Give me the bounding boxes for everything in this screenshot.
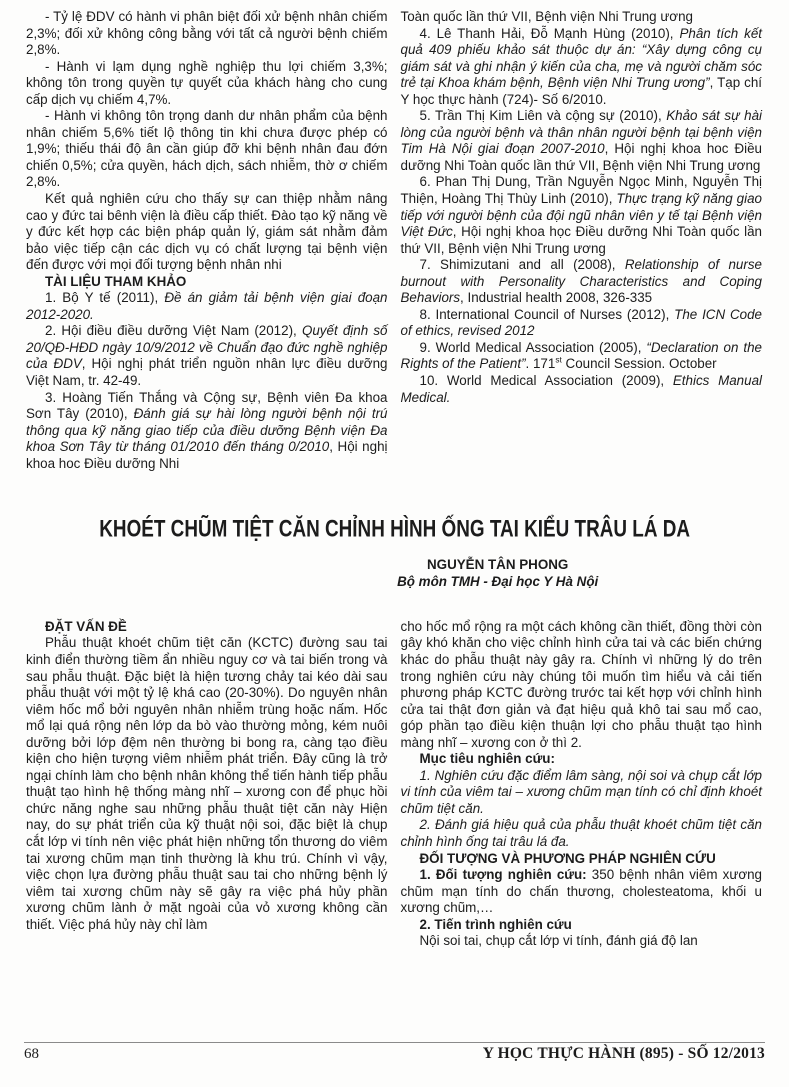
text-segment: , Hội nghị phát triển nguồn nhân lực điều dưỡng Việt Nam, tr. 42-49.	[26, 356, 388, 389]
reference-10	[401, 373, 763, 406]
paragraph	[401, 933, 763, 950]
text-segment: ĐẶT VẤN ĐỀ	[45, 618, 127, 634]
author-block	[350, 556, 645, 590]
text-segment: ĐỐI TƯỢNG VÀ PHƯƠNG PHÁP NGHIÊN CỨU	[419, 850, 716, 866]
text-segment: “Declaration on the Rights of the Patient”	[400, 339, 762, 372]
top-right-column	[401, 9, 763, 472]
article-title-wrap	[26, 515, 763, 543]
article-body	[26, 619, 763, 950]
text-segment: 3. Hoàng Tiến Thắng và Cộng sự, Bệnh viên Đa khoa Sơn Tây (2010),	[26, 389, 388, 422]
article-title: KHOÉT CHŨM TIỆT CĂN CHỈNH HÌNH ỐNG TAI KIỂU TRÂU LÁ DA	[99, 515, 690, 543]
text-segment: Kết quả nghiên cứu cho thấy sự can thiệp nhằm nâng cao y đức tai bênh viện là điều cấp thiết. Đào tạo kỹ năng về y đức kết hợp các biện pháp quản lý, giám sát nhằm đảm bảo việc tiếp cận các dịch vụ có chất lượng tại bệnh viện đến được với mọi đối tượng bệnh nhân nhi	[26, 191, 388, 273]
text-segment: Thực trạng kỹ năng giao tiếp với người bệnh của đội ngũ nhân viên y tế tại Bệnh viện Việt Đức	[400, 191, 762, 240]
section-heading	[26, 619, 388, 636]
text-segment: , Tạp chí Y học thực hành (724)- Số 6/2010.	[400, 75, 762, 107]
paragraph	[26, 59, 388, 109]
text-segment: - Tỷ lệ ĐDV có hành vi phân biệt đối xử bệnh nhân chiếm 2,3%; đối xử không công bằng với tất cả người bệnh chiếm 2,8%.	[26, 9, 388, 58]
top-left-column	[26, 9, 388, 472]
text-segment: Đánh giá sự hài lòng người bệnh nội trú thông qua kỹ năng giao tiếp của điều dưỡng Bệnh viện Đa khoa Sơn Tây từ tháng 01/2010 đến tháng 0/2010	[26, 406, 388, 455]
body-left-column	[26, 619, 388, 950]
reference-2	[26, 323, 388, 389]
text-segment: 1. Đối tượng nghiên cứu:	[419, 867, 592, 883]
text-segment: 9. World Medical Association (2005),	[419, 339, 647, 355]
text-segment: cho hốc mổ rộng ra một cách không cần thiết, đồng thời còn gây khó khăn cho việc chỉnh hình cửa tai và các biến chứng khác do phẫu thuật này gây ra. Chính vì những lý do trên trong nghiên cứu này chúng tôi muốn tìm hiểu và cải tiến phương pháp KCTC đường trước tai kết hợp với chỉnh hình cửa tai thật đơn giản và đạt hiệu quả khô tai sau mổ cao, góp phần tạo điều kiện thuận lợi cho phẫu thuật tạo hình màng nhĩ – xương con ở thì 2.	[400, 618, 762, 750]
reference-7	[401, 257, 763, 307]
text-segment: The ICN Code of ethics, revised 2012	[400, 306, 763, 339]
page-footer	[24, 1042, 765, 1063]
text-segment: , Hội nghị khoa hoc Điều dưỡng Nhi	[26, 439, 388, 471]
reference-5	[401, 108, 763, 174]
text-segment: 8. International Council of Nurses (2012),	[419, 306, 675, 322]
paragraph	[26, 108, 388, 191]
text-segment: 1. Bộ Y tế (2011),	[45, 290, 165, 306]
paragraph	[26, 191, 388, 274]
text-segment: Phẫu thuật khoét chũm tiệt căn (KCTC) đường sau tai kinh điển thường tiềm ẩn nhiều nguy cơ và tai biến trong và sau phẫu thuật. Đặc biệt là hiện tương chảy tai kéo dài sau phẫu thuật với một tỷ lệ khá cao (20-30%). Do nguyên nhân viêm hốc mổ bởi nguyên nhân nhiễm trùng hoặc nấm. Hốc mổ lại quá rộng nên lớp da bò vào thường mỏng, kém nuôi dưỡng bởi lớp đệm nên thường bi bong ra, càng tạo điều kiện cho hiện tượng viêm nhiễm phát triển. Đây cũng là trở ngại chính làm cho bệnh nhân không thể tiến hành tiếp phẫu thuật tạo hình hệ thống màng nhĩ – xương con để phục hồi chức năng nghe sau những phẫu thuật tiệt căn này Hiện nay, do sự phát triển của kỹ thuật nội soi, đặc biệt là chụp cắt lớp vi tính nên việc phát hiện những tổn thương do viêm tai xương chũm mạn tinh thường là khu trú. Chính vì vậy, việc chọn lựa đường phẫu thuật sau tai cho những bệnh lý viêm tai xương chũm này sẽ gây ra việc phá hủy phần xương chũm lành ở mặt ngoài của vỏ xương không cần thiết. Việc phá hủy này chỉ làm	[26, 635, 388, 932]
paragraph	[401, 768, 763, 818]
text-segment: 6. Phan Thị Dung, Trần Nguyễn Ngọc Minh, Nguyễn Thị Thiện, Hoàng Thị Thùy Linh (2010),	[400, 174, 762, 207]
text-segment: 1. Nghiên cứu đặc điểm lâm sàng, nội soi và chụp cắt lớp vi tính của viêm tai – xương chũm mạn tính có chỉ định khoét chũm tiệt căn.	[400, 767, 762, 816]
text-segment: Council Session. October	[561, 356, 717, 372]
text-segment: Quyết định số 20/QĐ-HĐD ngày 10/9/2012 về Chuẩn đạo đức nghề nghiệp của ĐDV	[26, 323, 388, 372]
reference-1	[26, 290, 388, 323]
text-segment: Nội soi tai, chụp cắt lớp vi tính, đánh giá độ lan	[419, 933, 698, 949]
reference-3	[26, 390, 388, 473]
text-segment: Khảo sát sự hài lòng của người bệnh và thân nhân người bệnh tại bệnh viện Tim Hà Nội giai đoạn 2007-2010	[400, 108, 762, 157]
text-segment: - Hành vi lạm dụng nghề nghiệp thu lợi chiếm 3,3%; không tôn trong quyền tự quyết của khách hàng cho cung cấp dịch vụ chiếm 4,7%.	[26, 58, 388, 107]
reference-6	[401, 174, 763, 257]
text-segment: 2. Tiến trình nghiên cứu	[419, 916, 572, 932]
author-name: NGUYỄN TÂN PHONG	[426, 556, 569, 572]
reference-8	[401, 307, 763, 340]
text-segment: 350 bệnh nhân viêm xương chũm mạn tính do chấn thương, cholesteatoma, khối u xương chũm,…	[400, 867, 762, 916]
text-segment: 5. Trần Thị Kim Liên và cộng sự (2010),	[419, 108, 667, 124]
subsection-heading	[401, 751, 763, 768]
text-segment: . 171	[525, 356, 556, 372]
text-segment: 4. Lê Thanh Hải, Đỗ Mạnh Hùng (2010),	[419, 25, 680, 41]
paragraph	[401, 867, 763, 917]
references-heading	[26, 274, 388, 291]
text-segment: Relationship of nurse burnout with Personality Characteristics and Coping Behaviors	[400, 257, 762, 306]
text-segment: TÀI LIỆU THAM KHẢO	[45, 273, 187, 289]
paragraph	[401, 619, 763, 751]
body-right-column	[401, 619, 763, 950]
page-number: 68	[24, 1046, 39, 1062]
reference-9	[401, 340, 763, 373]
text-segment: 10. World Medical Association (2009),	[419, 373, 673, 389]
top-section	[26, 9, 763, 472]
text-segment: , Industrial health 2008, 326-335	[460, 290, 653, 306]
text-segment: Ethics Manual Medical.	[400, 373, 763, 405]
subsection-heading	[401, 917, 763, 934]
section-heading	[401, 851, 763, 868]
text-segment: Toàn quốc lần thứ VII, Bệnh viện Nhi Trung ương	[400, 9, 693, 24]
reference-4	[401, 26, 763, 109]
paragraph	[26, 635, 388, 933]
text-segment: st	[555, 355, 562, 366]
text-segment: Phân tích kết quả 409 phiếu khảo sát thuộc dự án: “Xây dựng công cụ giám sát và ghi nhận ý kiến của cha, mẹ và người chăm sóc trẻ tại Khoa khám bệnh, Bệnh viện Nhi Trung ương”	[400, 25, 762, 91]
text-segment: 2. Hội điều điều dưỡng Việt Nam (2012),	[45, 323, 302, 339]
text-segment: , Hội nghị khoa hoc Điều dưỡng Nhi Toàn quốc lần thứ VII, Bệnh viện Nhi Trung ương	[400, 141, 762, 173]
paragraph	[401, 817, 763, 850]
journal-name: Y HỌC THỰC HÀNH (895) - SỐ 12/2013	[482, 1045, 765, 1062]
text-segment: Mục tiêu nghiên cứu:	[419, 751, 555, 767]
text-segment: Đề án giảm tải bệnh viện giai đoạn 2012-2020.	[26, 290, 388, 322]
author-affiliation: Bộ môn TMH - Đại học Y Hà Nội	[397, 573, 599, 589]
text-segment: - Hành vi không tôn trọng danh dư nhân phẩm của bệnh nhân chiếm 5,6% tiết lộ thông tin khi chưa được phép có 1,9%; thiếu thái độ ân cần giúp đỡ khi bệnh nhân đau đớn chiến 0,5%; cửa quyền, hách dịch, sách nhiễm, thờ ơ chiếm 2,8%.	[26, 108, 388, 190]
text-segment: 7. Shimizutani and all (2008),	[419, 257, 625, 273]
text-segment: , Hội nghị khoa học Điều dưỡng Nhi Toàn quốc lần thứ VII, Bệnh viện Nhi Trung ương	[400, 224, 762, 256]
paragraph	[401, 9, 763, 26]
paragraph	[26, 9, 388, 59]
text-segment: 2. Đánh giá hiệu quả của phẫu thuật khoét chũm tiệt căn chỉnh hình ống tai trâu lá đa.	[400, 817, 762, 849]
